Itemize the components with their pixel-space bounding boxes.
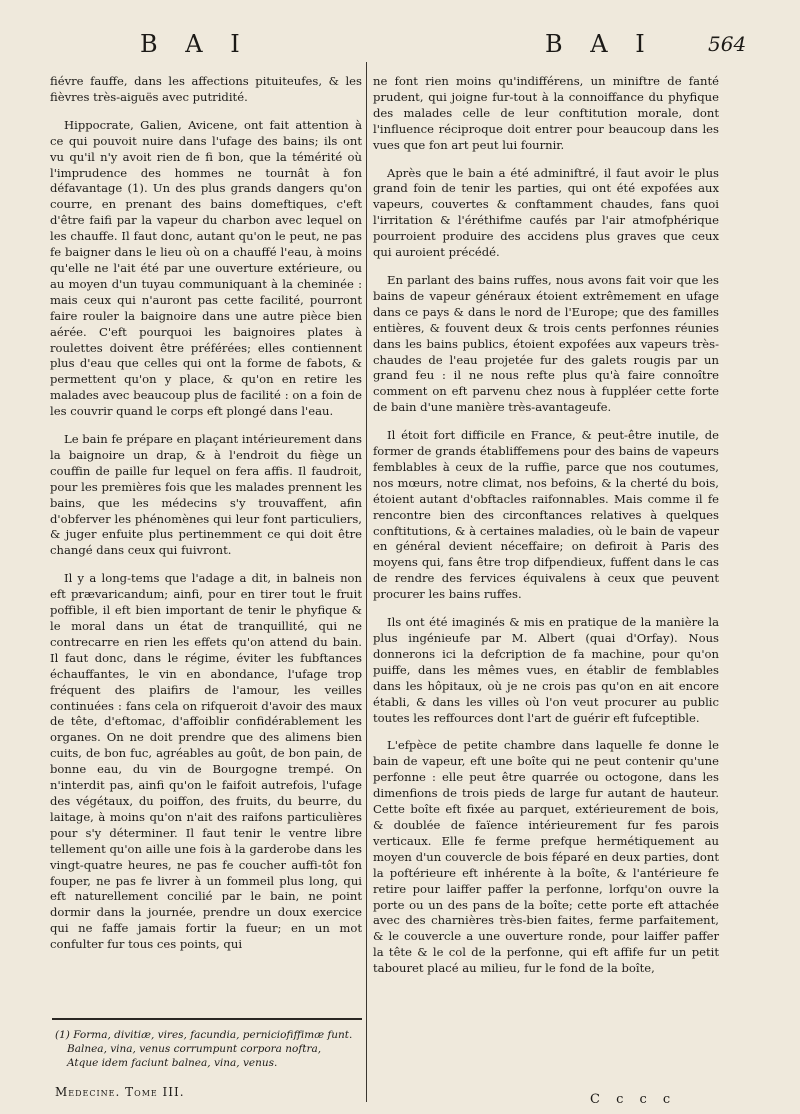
paragraph: En parlant des bains ruffes, nous avons fait voir que les bains de vapeur généraux étoient extrêmement en ufage dans ce pays & dans le nord de l'Europe; que des familles entières, & fouvent deux & trois cents perfonnes réunies dans les bains publics, étoient expofées aux vapeurs très-chaudes de l'eau projetée fur des galets rougis par un grand feu : il ne nous refte plus qu'à faire connoître comment on eft parvenu chez nous à fuppléer cette forte de bain d'une manière très-avantageufe. [373,272,719,415]
volume-signature: Medecine. Tome III. [55,1085,185,1099]
running-header [0,30,800,70]
footnote-line: Atque idem faciunt balnea, vina, venus. [67,1057,278,1069]
footnote-line: (1) Forma, divitiæ, vires, facundia, perniciofiffimæ funt. [55,1029,353,1041]
header-left-title: B A I [140,30,250,58]
paragraph: Ils ont été imaginés & mis en pratique de la manière la plus ingénieufe par M. Albert (quai d'Orfay). Nous donnerons ici la defcription de fa machine, pour qu'on puiffe, dans les mêmes vues, en établir de femblables dans les hôpitaux, où je ne crois pas qu'on en ait encore établi, & dans les villes où l'on veut procurer au public toutes les reffources dont l'art de guérir eft fufceptible. [373,615,719,725]
page-number: 564 [708,32,747,56]
column-divider [366,62,367,1102]
sheet-signature-mark: C c c c [590,1092,677,1107]
paragraph: L'efpèce de petite chambre dans laquelle fe donne le bain de vapeur, eft une boîte qui ne peut contenir qu'une perfonne : elle peut être quarrée ou octogone, dans les dimenfions de trois pieds de large fur autant de hauteur. Cette boîte eft fixée au parquet, extérieurement de bois, & doublée de faïence intérieurement fur fes parois verticaux. Elle fe ferme prefque hermétiquement au moyen d'un couvercle de bois féparé en deux parties, dont la poftérieure eft inhérente à la boîte, & l'antérieure fe retire pour laiffer paffer la perfonne, lorfqu'on ouvre la porte ou un des pans de la boîte; cette porte eft attachée avec des charnières très-bien faites, ferme parfaitement, & le couvercle a une ouverture ronde, pour laiffer paffer la tête & le col de la perfonne, qui eft affife fur un petit tabouret placé au milieu, fur le fond de la boîte, [373,738,719,976]
left-column [50,74,362,965]
paragraph: Le bain fe prépare en plaçant intérieurement dans la baignoire un drap, & à l'endroit du fiège un couffin de paille fur lequel on fera affis. Il faudroit, pour les premières fois que les malades prennent les bains, que les médecins s'y trouvaffent, afin d'obferver les phénomènes qui leur font particuliers, & juger enfuite plus pertinemment ce qui doit être changé dans ceux qui fuivront. [50,432,362,558]
footnote-rule [52,1018,362,1020]
paragraph: Après que le bain a été adminiftré, il faut avoir le plus grand foin de tenir les parties, qui ont été expofées aux vapeurs, couvertes & conftamment chaudes, fans quoi l'irritation & l'éréthifme caufés par l'air atmofphérique pourroient produire des accidens plus graves que ceux qui auroient précédé. [373,165,719,260]
paragraph: Il y a long-tems que l'adage a dit, in balneis non eft prævaricandum; ainfi, pour en tirer tout le fruit poffible, il eft bien important de tenir le phyfique & le moral dans un état de tranquillité, qui ne contrecarre en rien les effets qu'on attend du bain. Il faut donc, dans le régime, éviter les fubftances échauffantes, le vin en abondance, l'ufage trop fréquent des plaifirs de l'amour, les veilles continuées : fans cela on rifqueroit d'avoir des maux de tête, d'eftomac, d'affoiblir confidérablement les organes. On ne doit prendre que des alimens bien cuits, de bon fuc, agréables au goût, de bon pain, de bonne eau, du vin de Bourgogne trempé. On n'interdit pas, ainfi qu'on le faifoit autrefois, l'ufage des végétaux, du poiffon, des fruits, du beurre, du laitage, à moins qu'on n'ait des raifons particulières pour s'y déterminer. Il faut tenir le ventre libre tellement qu'on aille une fois à la garderobe dans les vingt-quatre heures, ne pas fe coucher auffi-tôt fon fouper, ne pas fe livrer à un fommeil plus long, qui eft naturellement concilié par le bain, ne point dormir dans la journée, prendre un doux exercice qui ne faffe jamais fortir la fueur; en un mot confulter fur tous ces points, qui [50,571,362,952]
footnote-line: Balnea, vina, venus corrumpunt corpora noftra, [67,1043,322,1055]
paragraph: Hippocrate, Galien, Avicene, ont fait attention à ce qui pouvoit nuire dans l'ufage des bains; ils ont vu qu'il n'y avoit rien de fi bon, que la témérité où l'imprudence des hommes ne tournât à fon défavantage (1). Un des plus grands dangers qu'on courre, en prenant des bains domeftiques, c'eft d'être faifi par la vapeur du charbon avec lequel on les chauffe. Il faut donc, autant qu'on le peut, ne pas fe baigner dans le lieu où on a chauffé l'eau, à moins qu'elle ne l'ait été par une ouverture extérieure, ou au moyen d'un tuyau communiquant à la cheminée : mais ceux qui n'auront pas cette facilité, pourront faire rouler la baignoire dans une autre pièce bien aérée. C'eft pourquoi les baignoires plates à roulettes doivent être préférées; elles contiennent plus d'eau que celles qui ont la forme de fabots, & permettent qu'on y place, & qu'on en retire les malades avec beaucoup plus de facilité : on a foin de les couvrir quand le corps eft plongé dans l'eau. [50,117,362,419]
right-column [373,74,719,989]
paragraph: fiévre fauffe, dans les affections pituiteufes, & les fièvres très-aiguës avec putridité. [50,74,362,104]
paragraph: Il étoit fort difficile en France, & peut-être inutile, de former de grands établiffemens pour des bains de vapeurs femblables à ceux de la ruffie, parce que nos coutumes, nos mœurs, notre climat, nos befoins, & la cherté du bois, étoient autant d'obftacles raifonnables. Mais comme il fe rencontre bien des circonftances relatives à quelques conftitutions, & à certaines maladies, où le bain de vapeur en général devient néceffaire; on defiroit à Paris des moyens qui, fans être trop difpendieux, fuffent dans le cas de rendre des fervices équivalens à ceux que peuvent procurer les bains ruffes. [373,428,719,602]
footnote [55,1028,363,1070]
header-right-title: B A I [545,30,655,58]
paragraph: ne font rien moins qu'indifférens, un miniftre de fanté prudent, qui joigne fur-tout à la connoiffance du phyfique des malades celle de leur conftitution morale, dont l'influence réciproque doit entrer pour beaucoup dans les vues que fon art peut lui fournir. [373,74,719,152]
